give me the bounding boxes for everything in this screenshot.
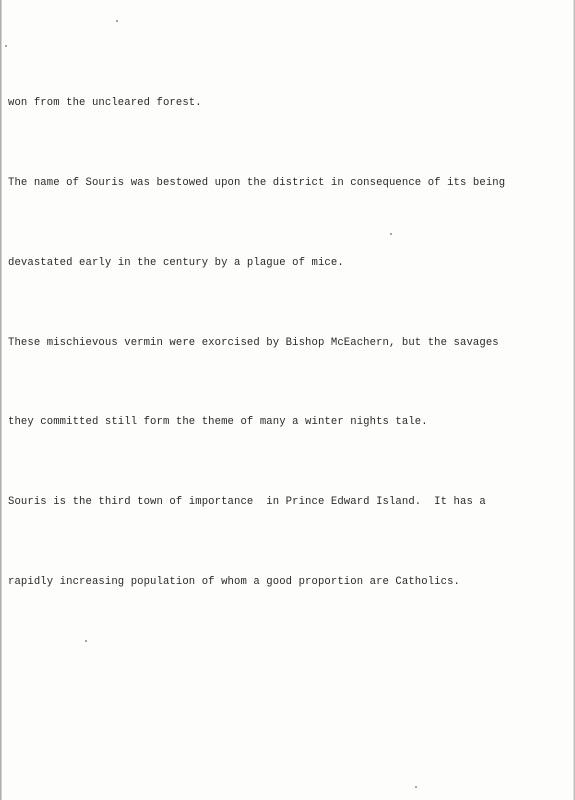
text-line: they committed still form the theme of many a winter nights tale. (8, 416, 428, 429)
text-line: Souris is the third town of importance in Prince Edward Island. It has a (8, 496, 486, 509)
paper-speck (85, 640, 87, 642)
text-line: rapidly increasing population of whom a good proportion are Catholics. (8, 575, 461, 588)
page-left-edge (0, 0, 2, 800)
paper-speck (5, 45, 7, 47)
paper-speck (390, 233, 392, 235)
paper-speck (116, 20, 118, 22)
text-line: The name of Souris was bestowed upon the district in consequence of its being (8, 176, 506, 189)
typed-text-body (8, 37, 568, 649)
text-line: won from the uncleared forest. (8, 97, 202, 110)
text-line: These mischievous vermin were exorcised by Bishop McEachern, but the savages (8, 336, 499, 349)
paper-speck (415, 786, 417, 788)
text-line: devastated early in the century by a plague of mice. (8, 256, 344, 269)
